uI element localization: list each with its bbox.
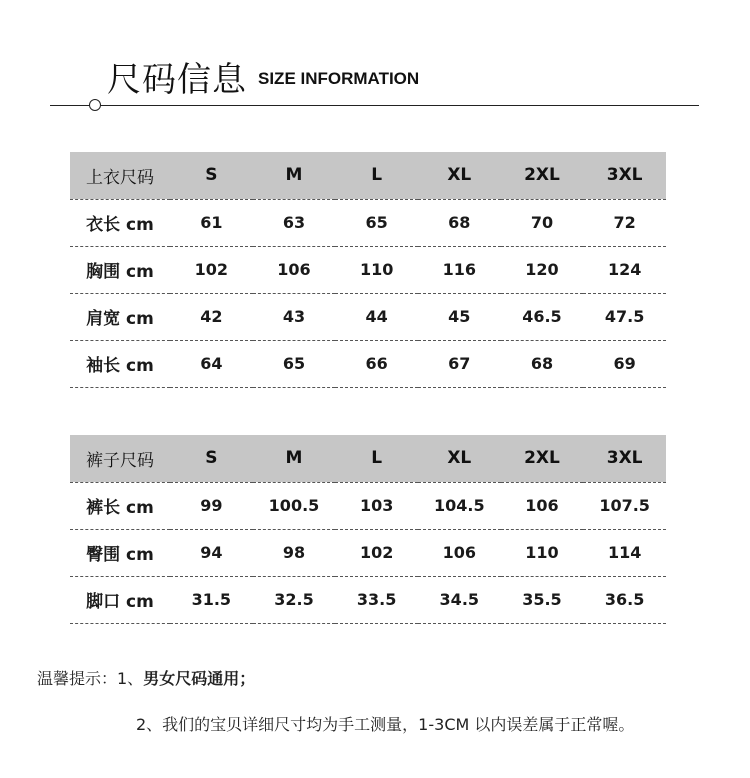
row-label: 裤长 cm xyxy=(86,498,154,518)
table-cell: 100.5 xyxy=(268,496,320,515)
table-cell: 68 xyxy=(530,354,554,373)
header-cell: XL xyxy=(447,165,472,186)
row-label: 臀围 cm xyxy=(86,545,154,565)
row-label: 袖长 cm xyxy=(86,356,154,376)
table-cell: 36.5 xyxy=(604,590,645,609)
header-cell: 2XL xyxy=(524,448,560,469)
table-cell: 99 xyxy=(200,496,223,515)
row-label: 肩宽 cm xyxy=(86,309,154,329)
table-cell: 124 xyxy=(607,260,642,279)
header-cell: XL xyxy=(447,448,472,469)
header-divider xyxy=(50,105,699,106)
divider-circle-icon xyxy=(89,99,101,111)
table-cell: 43 xyxy=(282,307,306,326)
table-cell: 42 xyxy=(200,307,223,326)
table-cell: 94 xyxy=(200,543,223,562)
table-cell: 110 xyxy=(359,260,394,279)
table-cell: 106 xyxy=(442,543,476,562)
table-cell: 106 xyxy=(525,496,559,515)
table-cell: 31.5 xyxy=(191,590,232,609)
table-cell: 102 xyxy=(359,543,394,562)
table-cell: 116 xyxy=(442,260,476,279)
table-cell: 44 xyxy=(365,307,388,326)
tip-prefix: 温馨提示：1、 xyxy=(37,669,144,688)
table-cell: 67 xyxy=(448,354,471,373)
table-cell: 32.5 xyxy=(274,590,314,609)
table-cell: 68 xyxy=(448,213,471,232)
table-row xyxy=(70,576,666,623)
table-cell: 65 xyxy=(282,354,306,373)
header-cell: M xyxy=(285,165,303,186)
table-cell: 104.5 xyxy=(433,496,485,515)
warm-tip-line-1 xyxy=(37,666,255,689)
table-cell: 34.5 xyxy=(439,590,480,609)
table-cell: 45 xyxy=(448,307,471,326)
page-subtitle: SIZE INFORMATION xyxy=(258,69,420,88)
table-cell: 103 xyxy=(359,496,394,515)
table-cell: 69 xyxy=(613,354,636,373)
pants-size-table xyxy=(70,435,666,624)
warm-tip-line-2: 2、我们的宝贝详细尺寸均为手工测量，1-3CM 以内误差属于正常喔。 xyxy=(136,715,635,734)
table-cell: 114 xyxy=(607,543,642,562)
table-cell: 33.5 xyxy=(356,590,397,609)
table-cell: 70 xyxy=(530,213,554,232)
table-cell: 107.5 xyxy=(599,496,650,515)
header-cell: M xyxy=(285,448,303,469)
header-cell: 2XL xyxy=(524,165,560,186)
table-cell: 72 xyxy=(613,213,636,232)
table-cell: 106 xyxy=(277,260,311,279)
table-cell: 120 xyxy=(525,260,559,279)
table-cell: 98 xyxy=(282,543,306,562)
table-cell: 66 xyxy=(365,354,388,373)
table-row xyxy=(70,482,666,529)
top-size-table xyxy=(70,152,666,388)
table-row xyxy=(70,340,666,387)
table-row xyxy=(70,199,666,246)
header-cell: S xyxy=(205,165,218,186)
header-cell: 3XL xyxy=(606,165,643,186)
table-row xyxy=(70,529,666,576)
table-row xyxy=(70,246,666,293)
table-cell: 110 xyxy=(525,543,559,562)
table-cell: 102 xyxy=(194,260,229,279)
tip-emphasis: 男女尺码通用； xyxy=(143,669,256,688)
row-label: 胸围 cm xyxy=(86,262,154,282)
header-cell: L xyxy=(371,165,383,186)
header-cell: S xyxy=(205,448,218,469)
header-cell: 上衣尺码 xyxy=(86,167,154,188)
header-cell: 3XL xyxy=(606,448,643,469)
table-header-row xyxy=(70,152,666,199)
table-cell: 65 xyxy=(365,213,388,232)
table-cell: 63 xyxy=(282,213,306,232)
table-row xyxy=(70,293,666,340)
table-cell: 47.5 xyxy=(604,307,645,326)
row-label: 衣长 cm xyxy=(86,215,154,235)
page-title: 尺码信息 xyxy=(107,60,247,100)
header-cell: L xyxy=(371,448,383,469)
header-cell: 裤子尺码 xyxy=(86,450,154,471)
table-cell: 64 xyxy=(200,354,223,373)
table-cell: 35.5 xyxy=(522,590,562,609)
table-cell: 46.5 xyxy=(522,307,562,326)
table-cell: 61 xyxy=(200,213,223,232)
row-label: 脚口 cm xyxy=(86,592,154,612)
table-header-row xyxy=(70,435,666,482)
